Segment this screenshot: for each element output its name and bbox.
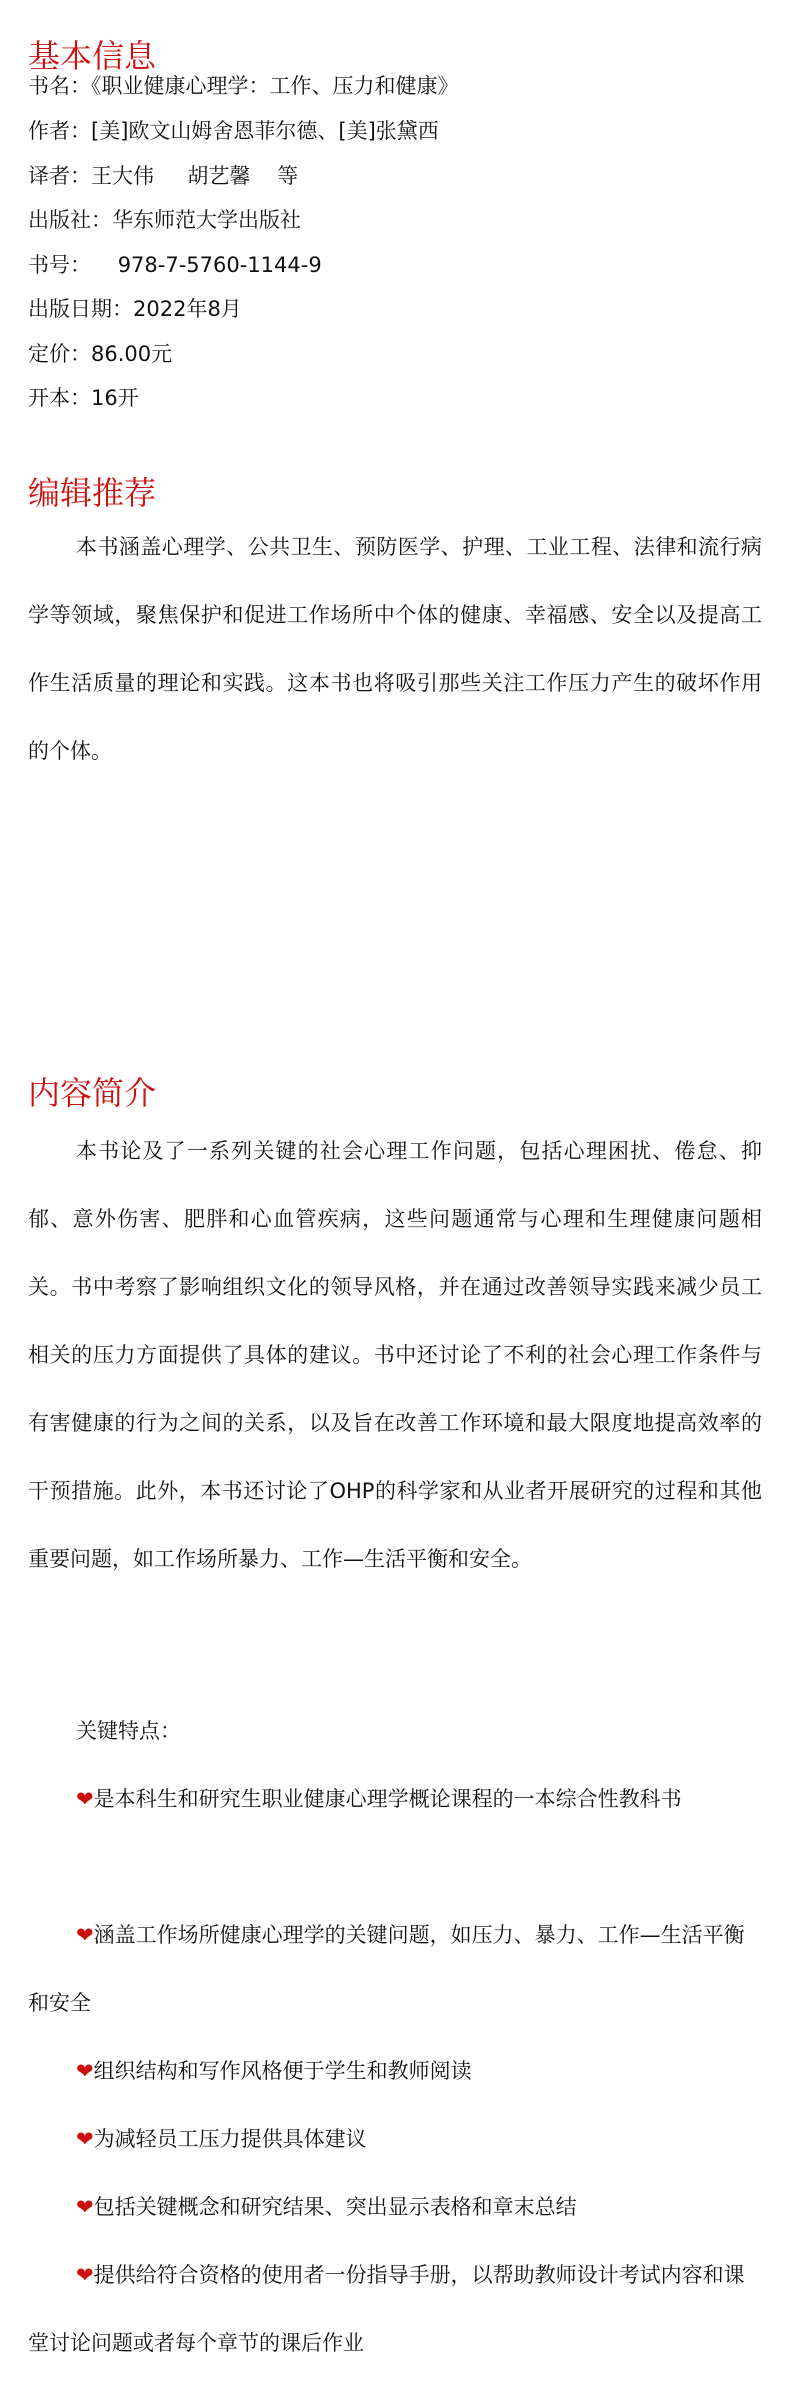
feature-item [28,1901,762,2037]
info-line-price: 定价：86.00元 [28,342,173,366]
info-line-publisher: 出版社：华东师范大学出版社 [28,208,301,232]
feature-text: 是本科生和研究生职业健康心理学概论课程的一本综合性教科书 [93,1787,682,1811]
info-line-publish-date: 出版日期：2022年8月 [28,297,242,321]
info-line-book-title: 书名：《职业健康心理学：工作、压力和健康》 [28,74,459,98]
features-label: 关键特点： [76,1719,181,1743]
info-line-translator: 译者：王大伟 胡艺馨 等 [28,164,299,188]
feature-text: 组织结构和写作风格便于学生和教师阅读 [93,2059,472,2083]
feature-item [28,2173,762,2241]
content-intro-paragraph: 本书论及了一系列关键的社会心理工作问题，包括心理困扰、倦怠、抑郁、意外伤害、肥胖和心血管疾病，这些问题通常与心理和生理健康问题相关。书中考察了影响组织文化的领导风格，并在通过改善领导实践来减少员工相关的压力方面提供了具体的建议。书中还讨论了不利的社会心理工作条件与有害健康的行为之间的关系，以及旨在改善工作环境和最大限度地提高效率的干预措施。此外，本书还讨论了OHP的科学家和从业者开展研究的过程和其他重要问题，如工作场所暴力、工作—生活平衡和安全。 [28,1139,762,1571]
heart-icon: ❤ [76,2195,94,2219]
info-line-isbn: 书号： 978-7-5760-1144-9 [28,253,322,277]
basic-info-heading: 基本信息 [28,37,157,75]
heart-icon: ❤ [76,2059,94,2083]
feature-text: 包括关键概念和研究结果、突出显示表格和章末总结 [93,2195,577,2219]
heart-icon: ❤ [76,1923,94,1947]
editor-recommend-heading: 编辑推荐 [28,474,157,512]
feature-item [28,2241,762,2377]
feature-text: 提供给符合资格的使用者一份指导手册，以帮助教师设计考试内容和课堂讨论问题或者每个章节的课后作业 [28,2263,745,2355]
info-line-format: 开本：16开 [28,386,139,410]
feature-item [28,1765,762,1833]
feature-text: 涵盖工作场所健康心理学的关键问题，如压力、暴力、工作—生活平衡和安全 [28,1923,745,2015]
feature-item [28,2037,762,2105]
content-intro-heading: 内容简介 [28,1074,157,1112]
info-line-author: 作者：[美]欧文山姆舍恩菲尔德、[美]张黛西 [28,119,439,143]
heart-icon: ❤ [76,1787,94,1811]
feature-item [28,2105,762,2173]
feature-text: 为减轻员工压力提供具体建议 [93,2127,367,2151]
editor-recommend-paragraph: 本书涵盖心理学、公共卫生、预防医学、护理、工业工程、法律和流行病学等领域，聚焦保护和促进工作场所中个体的健康、幸福感、安全以及提高工作生活质量的理论和实践。这本书也将吸引那些关注工作压力产生的破坏作用的个体。 [28,535,762,763]
heart-icon: ❤ [76,2263,94,2287]
heart-icon: ❤ [76,2127,94,2151]
